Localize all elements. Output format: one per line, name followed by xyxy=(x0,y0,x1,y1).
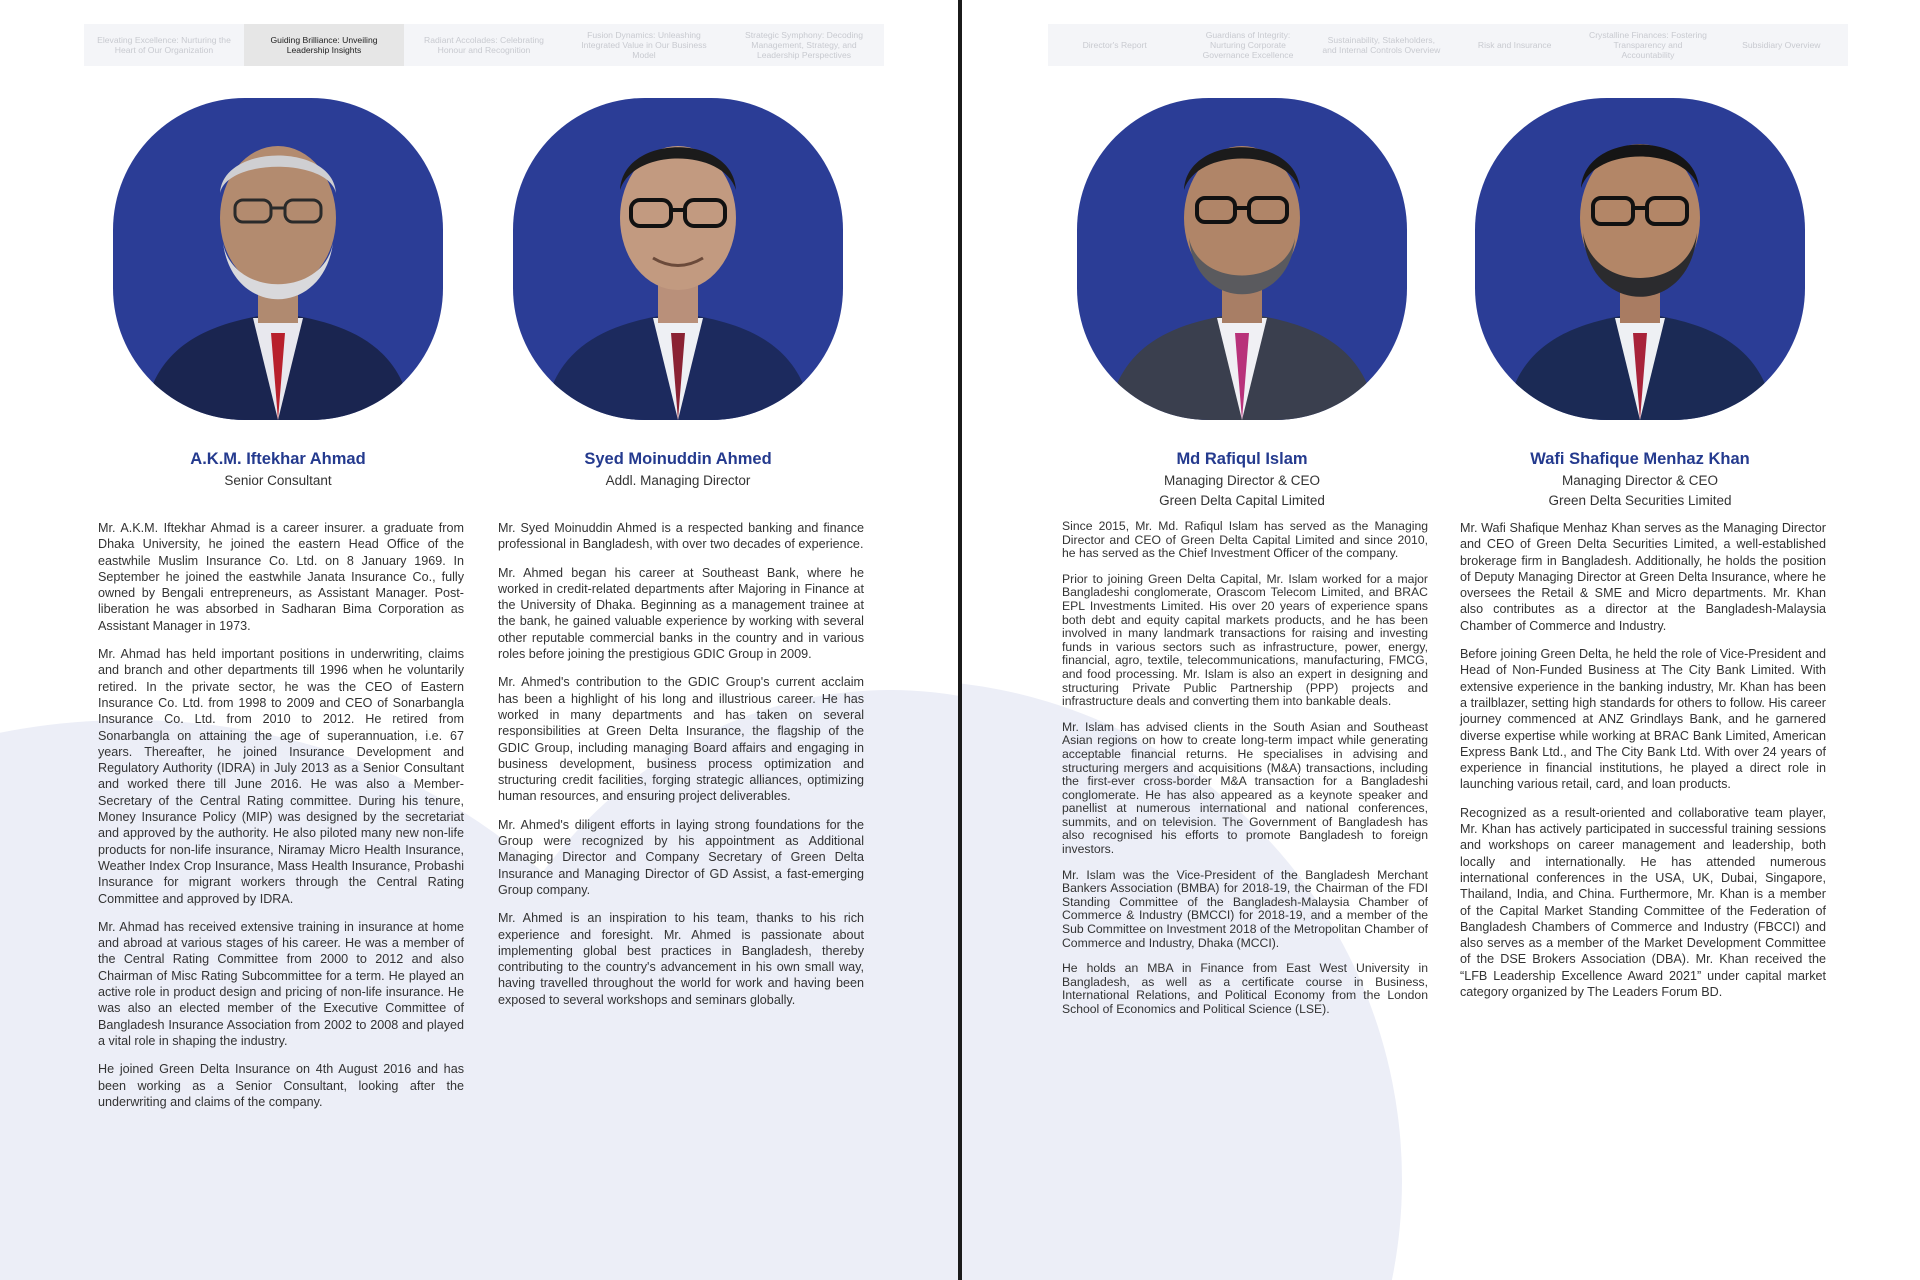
section-nav xyxy=(84,24,884,66)
bio-paragraph: Mr. A.K.M. Iftekhar Ahmad is a career insurer. a graduate from Dhaka University, he joined the eastern Head Office of the eastwhile Muslim Insurance Co. Ltd. on 8 January 1969. In September he joined the eastwhile Janata Insurance Co., fully owned by Bengali entrepreneurs, as Assistant Manager. Post-liberation he was absorbed in Sadharan Bima Corporation as Assistant Manager in 1973. xyxy=(98,521,464,633)
bio-paragraph: Mr. Ahmad has received extensive training in insurance at home and abroad at various stages of his career. He was a member of the Central Rating Committee from 2000 to 2012 and also Chairman of Misc Rating Subcommittee for a term. He played an active role in product design and pricing of non-life insurance. He was also an elected member of the Executive Committee of Bangladesh Insurance Association from 2002 to 2008 and played a vital role in shaping the industry. xyxy=(98,919,464,1048)
tab-fusion-dynamics[interactable]: Fusion Dynamics: Unleashing Integrated Value in Our Business Model xyxy=(581,30,707,60)
person-silhouette-icon xyxy=(1077,98,1407,420)
bio-paragraph: He joined Green Delta Insurance on 4th August 2016 and has been working as a Senior Consultant, looking after the underwriting and claims of the company. xyxy=(98,1062,464,1109)
profile-role: Senior Consultant xyxy=(224,473,332,488)
portrait-photo xyxy=(113,98,443,420)
bio-paragraph: Mr. Islam has advised clients in the South Asian and Southeast Asian regions on how to create long-term impact while generating acceptable financial returns. He specialises in advising and structuring mergers and acquisitions (M&A) transactions, including the first-ever cross-border M&A transaction for a Bangladeshi conglomerate. He has also appeared as a keynote speaker and panellist at numerous international and national conferences, summits, and on television. The Government of Bangladesh has also recognised his efforts to promote Bangladesh to foreign investors. xyxy=(1062,719,1428,857)
tab-directors-report[interactable]: Director's Report xyxy=(1082,40,1147,50)
portrait-photo xyxy=(513,98,843,420)
bio-paragraph: Prior to joining Green Delta Capital, Mr. Islam worked for a major Bangladeshi conglomerate, Orascom Telecom Limited, and BRAC EPL Investments Limited. His over 20 years of experience spans both debt and equity capital markets products, and he has been involved in many landmark transactions for raising and investing funds in various sectors such as infrastructure, power, energy, financial, agro, textile, telecommunications, manufacturing, FMCG, and food processing. Mr. Islam is also an expert in designing and structuring Private Public Partnership (PPP) projects and infrastructure deals and converting them into bankable deals. xyxy=(1062,571,1428,709)
bio-paragraph: Mr. Islam was the Vice-President of the Bangladesh Merchant Bankers Association (BMBA) for 2018-19, the Chairman of the FDI Standing Committee of the Bangladesh-Malaysia Chamber of Commerce & Industry (BMCCI) for 2018-19, and a member of the Sub Committee on Investment 2018 of the Metropolitan Chamber of Commerce and Industry, Dhaka (MCCI). xyxy=(1062,867,1428,950)
profile-name: Wafi Shafique Menhaz Khan xyxy=(1530,450,1750,468)
tab-subsidiary-overview[interactable]: Subsidiary Overview xyxy=(1742,40,1821,50)
person-silhouette-icon xyxy=(113,98,443,420)
profile-name: Md Rafiqul Islam xyxy=(1176,450,1308,468)
profile-bio xyxy=(1460,520,1826,1012)
profile-bio xyxy=(1062,520,1428,1029)
tab-crystalline-finances[interactable]: Crystalline Finances: Fostering Transparency and Accountability xyxy=(1588,30,1707,60)
portrait-photo xyxy=(1077,98,1407,420)
bio-paragraph: Mr. Ahmed's contribution to the GDIC Group's current acclaim has been a highlight of his long and illustrious career. He has worked in many departments and has taken on several responsibilities at Green Delta Insurance, the flagship of the GDIC Group, including managing Board affairs and engaging in business development, business process optimization and structuring credit facilities, forging strategic alliances, optimizing human resources, and ensuring project deliverables. xyxy=(498,675,864,804)
bio-paragraph: Mr. Syed Moinuddin Ahmed is a respected banking and finance professional in Bangladesh, with over two decades of experience. xyxy=(498,521,864,552)
bio-paragraph: Mr. Ahmed's diligent efforts in laying strong foundations for the Group were recognized by his appointment as Additional Managing Director and Company Secretary of Green Delta Insurance and Managing Director of GD Assist, a fast-emerging Group company. xyxy=(498,817,864,897)
portrait-photo xyxy=(1475,98,1805,420)
bio-paragraph: Mr. Ahmad has held important positions in underwriting, claims and branch and other departments till 1996 when he voluntarily retired. In the private sector, he was the CEO of Eastern Insurance Co. Ltd. from 1998 to 2009 and CEO of Sonarbangla Insurance Co. Ltd. from 2010 to 2012. He retired from Sonarbangla on attaining the age of superannuation, i.e. 67 years. Thereafter, he joined Insurance Development and Regulatory Authority (IDRA) in July 2013 as a Senior Consultant and worked there till June 2016. He was also a Member-Secretary of the Central Rating committee. During his tenure, Money Insurance Policy (MIP) was designed by the secretariat and approved by the authority. He also piloted many new non-life products for non-life insurance, Niramay Micro Health Insurance, Weather Index Crop Insurance, Mass Health Insurance, Probashi Insurance for migrant workers through the Central Rating Committee and approved by IDRA. xyxy=(98,647,464,906)
profile-bio xyxy=(98,520,464,1122)
profile-bio xyxy=(498,520,864,1020)
profile-name: A.K.M. Iftekhar Ahmad xyxy=(190,450,366,468)
left-page xyxy=(0,0,958,1280)
profile-name: Syed Moinuddin Ahmed xyxy=(584,450,772,468)
bio-paragraph: Recognized as a result-oriented and collaborative team player, Mr. Khan has actively participated in successful training sessions and workshops on career management and leadership, both locally and internationally. He has attended numerous international conferences in the USA, UK, Dubai, Singapore, Thailand, India, and China. Furthermore, Mr. Khan is a member of the Capital Market Standing Committee of the Federation of Bangladesh Chambers of Commerce and Industry (FBCCI) and also serves as a member of the Market Development Committee of the DSE Brokers Association (DBA). Mr. Khan received the “LFB Leadership Excellence Award 2021” under capital market category organized by The Leaders Forum BD. xyxy=(1460,805,1826,1000)
tab-elevating-excellence[interactable]: Elevating Excellence: Nurturing the Heart of Our Organization xyxy=(97,35,231,55)
profile-company: Green Delta Capital Limited xyxy=(1159,493,1325,508)
tab-radiant-accolades[interactable]: Radiant Accolades: Celebrating Honour and Recognition xyxy=(424,35,544,55)
person-silhouette-icon xyxy=(513,98,843,420)
bio-paragraph: Mr. Wafi Shafique Menhaz Khan serves as the Managing Director and CEO of Green Delta Securities Limited, a well-established brokerage firm in Bangladesh. Additionally, he holds the position of Deputy Managing Director at Green Delta Insurance, where he oversees the Retail & SME and Micro departments. Mr. Khan also contributes as a director at the Bangladesh-Malaysia Chamber of Commerce and Industry. xyxy=(1460,521,1826,633)
profile-role: Managing Director & CEO xyxy=(1561,473,1719,488)
profile-role: Addl. Managing Director xyxy=(605,473,751,488)
tab-risk-and-insurance[interactable]: Risk and Insurance xyxy=(1477,40,1552,50)
bio-paragraph: Before joining Green Delta, he held the role of Vice-President and Head of Non-Funded Business at The City Bank Limited. With extensive experience in the banking industry, Mr. Khan has been a trailblazer, setting high standards for others to follow. His career journey commenced at ANZ Grindlays Bank, and he garnered diverse expertise while working at BRAC Bank Limited, American Express Bank Ltd., and The City Bank Ltd. With over 24 years of experience in financial institutions, he played a direct role in launching various retail, card, and loan products. xyxy=(1460,647,1826,792)
person-silhouette-icon xyxy=(1475,98,1805,420)
tab-guiding-brilliance[interactable]: Guiding Brilliance: Unveiling Leadership Insights xyxy=(244,24,404,66)
right-page xyxy=(962,0,1920,1280)
bio-paragraph: He holds an MBA in Finance from East West University in Bangladesh, as well as a certificate course in Business, International Relations, and Political Economy from the London School of Economics and Political Science (LSE). xyxy=(1062,961,1428,1016)
bio-paragraph: Mr. Ahmed is an inspiration to his team, thanks to his rich experience and foresight. Mr. Ahmed is passionate about implementing global best practices in Bangladesh, thereby contributing to the country's advancement in his own small way, having travelled throughout the world for work and having been exposed to several workshops and seminars globally. xyxy=(498,911,864,1007)
bio-paragraph: Since 2015, Mr. Md. Rafiqul Islam has served as the Managing Director and CEO of Green Delta Capital Limited and since 2010, he has served as the Chief Investment Officer of the company. xyxy=(1062,519,1428,561)
tab-strategic-symphony[interactable]: Strategic Symphony: Decoding Management, Strategy, and Leadership Perspectives xyxy=(745,30,863,60)
profile-company: Green Delta Securities Limited xyxy=(1548,493,1732,508)
bio-paragraph: Mr. Ahmed began his career at Southeast Bank, where he worked in credit-related departments after Majoring in Finance at the University of Dhaka. Beginning as a management trainee at the bank, he gained valuable experience by working with several other reputable commercial banks in the country and in various roles before joining the prestigious GDIC Group in 2009. xyxy=(498,565,864,662)
profile-role: Managing Director & CEO xyxy=(1163,473,1321,488)
section-nav xyxy=(1048,24,1848,66)
tab-guardians-of-integrity[interactable]: Guardians of Integrity: Nurturing Corporate Governance Excellence xyxy=(1202,30,1294,60)
tab-sustainability[interactable]: Sustainability, Stakeholders, and Internal Controls Overview xyxy=(1322,35,1441,55)
